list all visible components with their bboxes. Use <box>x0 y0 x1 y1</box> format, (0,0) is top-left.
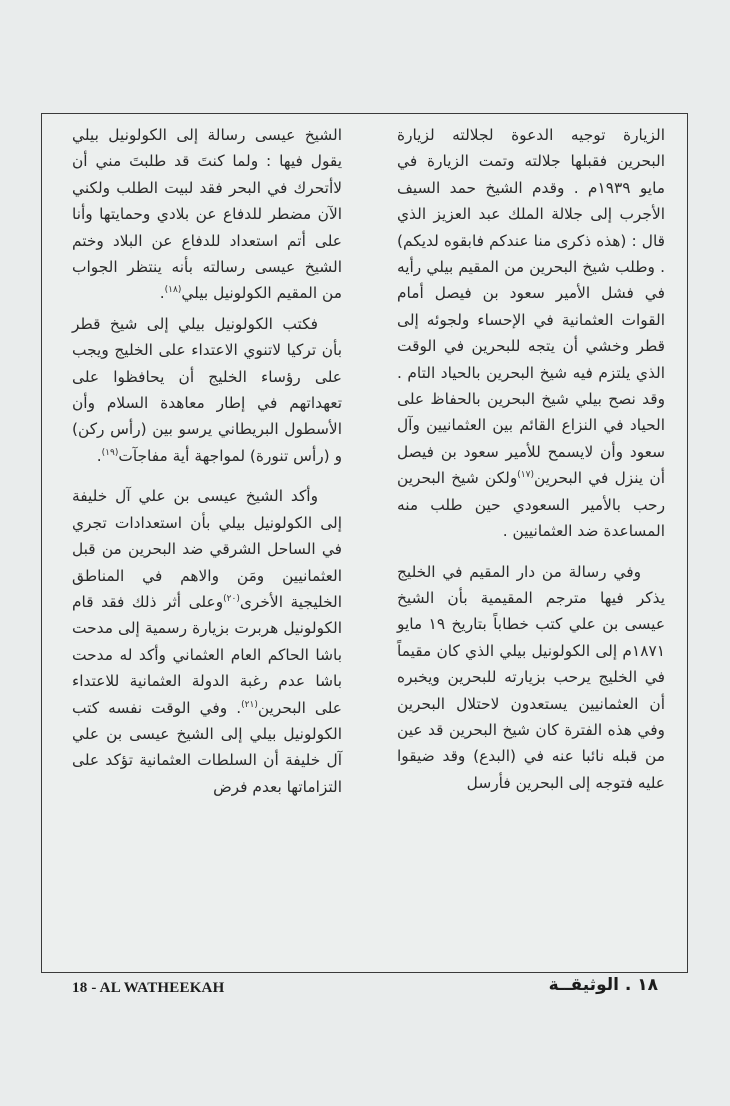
paragraph-text: . وفي الوقت نفسه كتب الكولونيل بيلي إلى الشيخ عيسى بن علي آل خليفة أن السلطات العثمانية تؤكد على التزاماتها بعدم فرض <box>72 698 342 796</box>
paragraph-text: ولكن شيخ البحرين رحب بالأمير السعودي حين طلب منه المساعدة ضد العثمانيين . <box>397 469 665 541</box>
paragraph-text: وأكد الشيخ عيسى بن علي آل خليفة إلى الكولونيل بيلي بأن استعدادات تجري في الساحل الشرقي ضد البحرين من قبل العثمانيين ومَن والاهم في المناطق الخليجية الأخرى <box>72 487 342 611</box>
paragraph-text: الشيخ عيسى رسالة إلى الكولونيل بيلي يقول فيها : ولما كنتَ قد طلبتَ مني أن لاأتحرك في البحر فقد لبيت الطلب ولكني الآن مضطر للدفاع عن بلادي وحمايتها وأنا على أتم استعداد للدفاع عن البلاد وختم الشيخ عيسى رسالته بأنه ينتظر الجواب من المقيم الكولونيل بيلي <box>72 126 342 303</box>
footnote-ref[interactable]: (٢٠) <box>223 593 240 604</box>
right-column <box>397 122 665 796</box>
paragraph-text: وفي رسالة من دار المقيم في الخليج يذكر فيها مترجم المقيمية بأن الشيخ عيسى بن علي كتب خطاباً بتاريخ ١٩ مايو ١٨٧١م إلى الكولونيل بيلي الذي كان مقيماً في الخليج يرحب بزيارته للبحرين ويخبره أن العثمانيين يستعدون لاحتلال البحرين وفي هذه الفترة كان شيخ البحرين قد عين من قبله نائبا عنه في (البدع) وقد ضيقوا عليه فتوجه إلى البحرين فأرسل <box>397 562 665 792</box>
paragraph <box>397 122 665 545</box>
footer-page-arabic: ١٨ . الوثيقــة <box>548 975 658 995</box>
paragraph-text: الزيارة توجيه الدعوة لجلالته لزيارة البحرين فقبلها جلالته وتمت الزيارة في مايو ١٩٣٩م . وقدم الشيخ حمد السيف الأجرب إلى جلالة الملك عبد العزيز الذي قال : (هذه ذكرى منا عندكم فابقوه لديكم) . وطلب شيخ البحرين من المقيم بيلي رأيه في فشل الأمير سعود بن فيصل أمام القوات العثمانية في الإحساء ولجوئه إلى قطر وخشي أن يتجه للبحرين في الوقت الذي يلتزم فيه شيخ البحرين بالحياد التام . وقد نصح بيلي شيخ البحرين بالحفاظ على الحياد في النزاع القائم بين العثمانيين وآل سعود وأن لايسمح للأمير سعود بن فيصل أن ينزل في البحرين <box>397 126 665 488</box>
footnote-ref[interactable]: (١٩) <box>101 447 119 458</box>
footnote-ref[interactable]: (١٧) <box>517 470 534 481</box>
article-frame <box>41 113 688 973</box>
paragraph <box>72 483 342 800</box>
footnote-ref[interactable]: (١٨) <box>164 285 182 296</box>
paragraph: الشيخ عيسى رسالة إلى الكولونيل بيلي يقول فيها : ولما كنتَ قد طلبتَ مني أن لاأتحرك في البحر فقد لبيت الطلب ولكني الآن مضطر للدفاع عن بلادي وحمايتها وأنا على أتم استعداد للدفاع عن البلاد وختم الشيخ عيسى رسالته بأنه ينتظر الجواب من المقيم الكولونيل بيلي$^{(١٨)}$. <box>72 126 342 303</box>
paragraph-text: فكتب الكولونيل بيلي إلى شيخ قطر بأن تركيا لاتنوي الاعتداء على الخليج ويجب على رؤساء الخليج أن يحافظوا على تعهداتهم في إطار معاهدة السلام وأن الأسطول البريطاني يرسو بين (رأس ركن) و (رأس تنورة) لمواجهة أية مفاجآت <box>72 314 342 465</box>
paragraph-text: وعلى أثر ذلك فقد قام الكولونيل هربرت بزيارة رسمية إلى مدحت باشا الحاكم العام العثماني وأكد له مدحت باشا عدم رغبة الدولة العثمانية للاعتداء على البحرين <box>72 592 342 717</box>
footnote-ref[interactable]: (٢١) <box>241 699 258 710</box>
left-column <box>72 122 342 800</box>
paragraph: فكتب الكولونيل بيلي إلى شيخ قطر بأن تركيا لاتنوي الاعتداء على الخليج ويجب على رؤساء الخليج أن يحافظوا على تعهداتهم في إطار معاهدة السلام وأن الأسطول البريطاني يرسو بين (رأس ركن) و (رأس تنورة) لمواجهة أية مفاجآت$^{(١٩)}$. <box>72 314 342 465</box>
footer-page-english: 18 - AL WATHEEKAH <box>72 980 225 996</box>
paragraph <box>397 559 665 797</box>
